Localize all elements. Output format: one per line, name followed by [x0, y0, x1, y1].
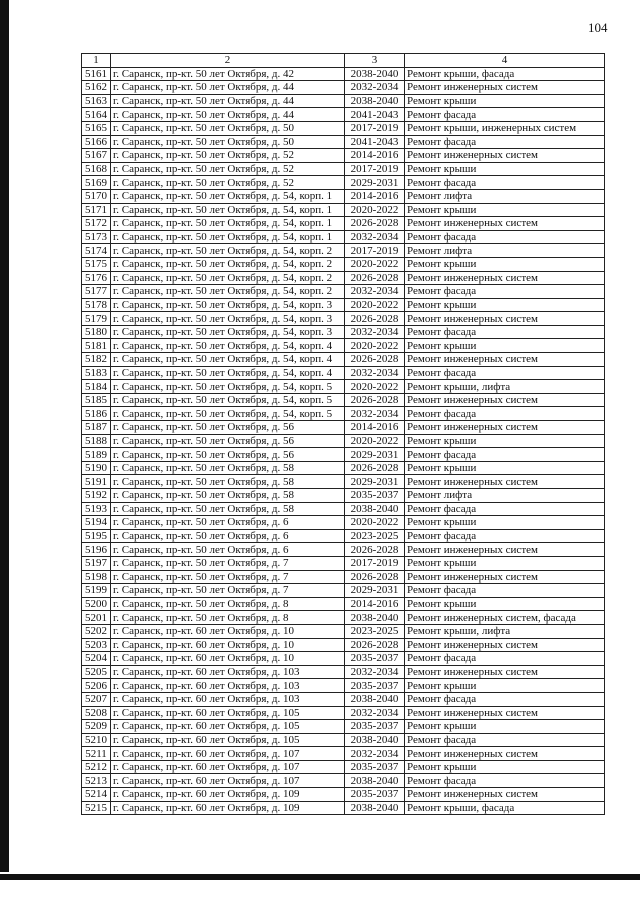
repair-period-cell: 2035-2037: [345, 760, 405, 774]
row-number-cell: 5175: [82, 257, 111, 271]
row-number-cell: 5197: [82, 556, 111, 570]
work-type-cell: Ремонт фасада: [405, 652, 605, 666]
address-cell: г. Саранск, пр-кт. 50 лет Октября, д. 58: [111, 502, 345, 516]
address-cell: г. Саранск, пр-кт. 50 лет Октября, д. 50: [111, 135, 345, 149]
row-number-cell: 5198: [82, 570, 111, 584]
repair-period-cell: 2026-2028: [345, 638, 405, 652]
row-number-cell: 5185: [82, 393, 111, 407]
scan-bottom-edge: [0, 874, 640, 880]
work-type-cell: Ремонт крыши: [405, 339, 605, 353]
row-number-cell: 5162: [82, 81, 111, 95]
work-type-cell: Ремонт инженерных систем: [405, 543, 605, 557]
row-number-cell: 5164: [82, 108, 111, 122]
address-cell: г. Саранск, пр-кт. 50 лет Октября, д. 54, корп. 5: [111, 393, 345, 407]
work-type-cell: Ремонт инженерных систем: [405, 149, 605, 163]
row-number-cell: 5182: [82, 353, 111, 367]
row-number-cell: 5171: [82, 203, 111, 217]
table-row: [82, 189, 605, 203]
repair-period-cell: 2041-2043: [345, 108, 405, 122]
address-cell: г. Саранск, пр-кт. 50 лет Октября, д. 54, корп. 4: [111, 366, 345, 380]
address-cell: г. Саранск, пр-кт. 50 лет Октября, д. 54, корп. 4: [111, 339, 345, 353]
address-cell: г. Саранск, пр-кт. 50 лет Октября, д. 54, корп. 1: [111, 189, 345, 203]
repair-period-cell: 2026-2028: [345, 543, 405, 557]
table-row: [82, 108, 605, 122]
address-cell: г. Саранск, пр-кт. 60 лет Октября, д. 107: [111, 760, 345, 774]
table-header: [82, 54, 605, 68]
work-type-cell: Ремонт инженерных систем: [405, 788, 605, 802]
address-cell: г. Саранск, пр-кт. 50 лет Октября, д. 7: [111, 584, 345, 598]
work-type-cell: Ремонт крыши: [405, 556, 605, 570]
work-type-cell: Ремонт крыши: [405, 679, 605, 693]
work-type-cell: Ремонт крыши, фасада: [405, 801, 605, 815]
work-type-cell: Ремонт инженерных систем: [405, 81, 605, 95]
work-type-cell: Ремонт фасада: [405, 502, 605, 516]
address-cell: г. Саранск, пр-кт. 50 лет Октября, д. 50: [111, 121, 345, 135]
repair-period-cell: 2026-2028: [345, 570, 405, 584]
address-cell: г. Саранск, пр-кт. 60 лет Октября, д. 109: [111, 801, 345, 815]
work-type-cell: Ремонт крыши: [405, 760, 605, 774]
table-row: [82, 733, 605, 747]
work-type-cell: Ремонт инженерных систем: [405, 475, 605, 489]
work-type-cell: Ремонт лифта: [405, 489, 605, 503]
table-row: [82, 570, 605, 584]
work-type-cell: Ремонт крыши, инженерных систем: [405, 121, 605, 135]
table-row: [82, 81, 605, 95]
table-row: [82, 720, 605, 734]
address-cell: г. Саранск, пр-кт. 50 лет Октября, д. 56: [111, 448, 345, 462]
row-number-cell: 5194: [82, 516, 111, 530]
repair-period-cell: 2029-2031: [345, 475, 405, 489]
repair-period-cell: 2038-2040: [345, 801, 405, 815]
address-cell: г. Саранск, пр-кт. 50 лет Октября, д. 58: [111, 489, 345, 503]
address-cell: г. Саранск, пр-кт. 50 лет Октября, д. 6: [111, 543, 345, 557]
row-number-cell: 5186: [82, 407, 111, 421]
row-number-cell: 5191: [82, 475, 111, 489]
scan-left-edge: [0, 0, 9, 872]
table-row: [82, 407, 605, 421]
work-type-cell: Ремонт фасада: [405, 366, 605, 380]
column-header-work-type: 4: [405, 54, 605, 68]
table-row: [82, 285, 605, 299]
work-type-cell: Ремонт фасада: [405, 176, 605, 190]
address-cell: г. Саранск, пр-кт. 60 лет Октября, д. 103: [111, 665, 345, 679]
repair-period-cell: 2014-2016: [345, 149, 405, 163]
table-row: [82, 162, 605, 176]
table-row: [82, 230, 605, 244]
table-row: [82, 556, 605, 570]
work-type-cell: Ремонт фасада: [405, 135, 605, 149]
work-type-cell: Ремонт фасада: [405, 529, 605, 543]
work-type-cell: Ремонт инженерных систем: [405, 747, 605, 761]
table-row: [82, 774, 605, 788]
address-cell: г. Саранск, пр-кт. 60 лет Октября, д. 103: [111, 692, 345, 706]
work-type-cell: Ремонт фасада: [405, 448, 605, 462]
address-cell: г. Саранск, пр-кт. 50 лет Октября, д. 54, корп. 2: [111, 271, 345, 285]
row-number-cell: 5202: [82, 624, 111, 638]
address-cell: г. Саранск, пр-кт. 60 лет Октября, д. 10: [111, 638, 345, 652]
row-number-cell: 5204: [82, 652, 111, 666]
repair-period-cell: 2032-2034: [345, 366, 405, 380]
address-cell: г. Саранск, пр-кт. 50 лет Октября, д. 58: [111, 475, 345, 489]
repair-period-cell: 2020-2022: [345, 434, 405, 448]
work-type-cell: Ремонт фасада: [405, 733, 605, 747]
table-row: [82, 461, 605, 475]
row-number-cell: 5205: [82, 665, 111, 679]
repair-period-cell: 2026-2028: [345, 353, 405, 367]
work-type-cell: Ремонт крыши: [405, 94, 605, 108]
repair-period-cell: 2035-2037: [345, 788, 405, 802]
work-type-cell: Ремонт инженерных систем: [405, 638, 605, 652]
table-row: [82, 692, 605, 706]
address-cell: г. Саранск, пр-кт. 60 лет Октября, д. 105: [111, 720, 345, 734]
table-row: [82, 393, 605, 407]
address-cell: г. Саранск, пр-кт. 50 лет Октября, д. 44: [111, 108, 345, 122]
work-type-cell: Ремонт фасада: [405, 325, 605, 339]
row-number-cell: 5165: [82, 121, 111, 135]
repair-period-cell: 2038-2040: [345, 502, 405, 516]
address-cell: г. Саранск, пр-кт. 50 лет Октября, д. 54, корп. 4: [111, 353, 345, 367]
row-number-cell: 5215: [82, 801, 111, 815]
table-row: [82, 529, 605, 543]
repair-period-cell: 2032-2034: [345, 747, 405, 761]
row-number-cell: 5167: [82, 149, 111, 163]
row-number-cell: 5201: [82, 611, 111, 625]
address-cell: г. Саранск, пр-кт. 50 лет Октября, д. 8: [111, 597, 345, 611]
work-type-cell: Ремонт крыши: [405, 203, 605, 217]
repair-period-cell: 2032-2034: [345, 285, 405, 299]
column-header-number: 1: [82, 54, 111, 68]
row-number-cell: 5174: [82, 244, 111, 258]
repair-period-cell: 2032-2034: [345, 665, 405, 679]
address-cell: г. Саранск, пр-кт. 50 лет Октября, д. 54, корп. 1: [111, 217, 345, 231]
table-row: [82, 339, 605, 353]
header-row: [82, 54, 605, 68]
repair-period-cell: 2023-2025: [345, 624, 405, 638]
table-row: [82, 638, 605, 652]
repair-period-cell: 2026-2028: [345, 312, 405, 326]
repair-period-cell: 2038-2040: [345, 611, 405, 625]
repair-period-cell: 2026-2028: [345, 393, 405, 407]
address-cell: г. Саранск, пр-кт. 50 лет Октября, д. 54, корп. 2: [111, 257, 345, 271]
work-type-cell: Ремонт инженерных систем: [405, 271, 605, 285]
repair-period-cell: 2038-2040: [345, 733, 405, 747]
row-number-cell: 5195: [82, 529, 111, 543]
row-number-cell: 5196: [82, 543, 111, 557]
table-row: [82, 516, 605, 530]
table-row: [82, 665, 605, 679]
work-type-cell: Ремонт крыши: [405, 720, 605, 734]
work-type-cell: Ремонт фасада: [405, 230, 605, 244]
table-row: [82, 149, 605, 163]
column-header-address: 2: [111, 54, 345, 68]
row-number-cell: 5209: [82, 720, 111, 734]
repair-period-cell: 2029-2031: [345, 584, 405, 598]
repair-period-cell: 2035-2037: [345, 720, 405, 734]
address-cell: г. Саранск, пр-кт. 50 лет Октября, д. 7: [111, 570, 345, 584]
work-type-cell: Ремонт фасада: [405, 108, 605, 122]
row-number-cell: 5214: [82, 788, 111, 802]
work-type-cell: Ремонт инженерных систем: [405, 312, 605, 326]
work-type-cell: Ремонт инженерных систем: [405, 706, 605, 720]
repair-period-cell: 2032-2034: [345, 230, 405, 244]
repair-period-cell: 2035-2037: [345, 489, 405, 503]
table-row: [82, 325, 605, 339]
repair-period-cell: 2032-2034: [345, 706, 405, 720]
table-row: [82, 380, 605, 394]
repair-period-cell: 2035-2037: [345, 652, 405, 666]
row-number-cell: 5210: [82, 733, 111, 747]
table-row: [82, 788, 605, 802]
table-row: [82, 760, 605, 774]
address-cell: г. Саранск, пр-кт. 50 лет Октября, д. 52: [111, 162, 345, 176]
address-cell: г. Саранск, пр-кт. 50 лет Октября, д. 8: [111, 611, 345, 625]
table-row: [82, 597, 605, 611]
table-row: [82, 67, 605, 81]
row-number-cell: 5190: [82, 461, 111, 475]
row-number-cell: 5206: [82, 679, 111, 693]
table-row: [82, 502, 605, 516]
table-row: [82, 801, 605, 815]
repair-period-cell: 2020-2022: [345, 339, 405, 353]
row-number-cell: 5213: [82, 774, 111, 788]
repair-period-cell: 2020-2022: [345, 380, 405, 394]
repair-period-cell: 2014-2016: [345, 421, 405, 435]
work-type-cell: Ремонт инженерных систем: [405, 570, 605, 584]
table-row: [82, 448, 605, 462]
row-number-cell: 5183: [82, 366, 111, 380]
repair-period-cell: 2041-2043: [345, 135, 405, 149]
row-number-cell: 5172: [82, 217, 111, 231]
table-row: [82, 489, 605, 503]
table-row: [82, 434, 605, 448]
address-cell: г. Саранск, пр-кт. 50 лет Октября, д. 56: [111, 434, 345, 448]
row-number-cell: 5173: [82, 230, 111, 244]
address-cell: г. Саранск, пр-кт. 50 лет Октября, д. 56: [111, 421, 345, 435]
row-number-cell: 5193: [82, 502, 111, 516]
repair-schedule-table: [81, 53, 605, 815]
table-body: [82, 67, 605, 815]
table-row: [82, 679, 605, 693]
row-number-cell: 5177: [82, 285, 111, 299]
work-type-cell: Ремонт крыши, лифта: [405, 624, 605, 638]
repair-period-cell: 2020-2022: [345, 516, 405, 530]
address-cell: г. Саранск, пр-кт. 50 лет Октября, д. 44: [111, 94, 345, 108]
row-number-cell: 5212: [82, 760, 111, 774]
repair-period-cell: 2032-2034: [345, 81, 405, 95]
repair-period-cell: 2020-2022: [345, 298, 405, 312]
repair-period-cell: 2017-2019: [345, 556, 405, 570]
repair-period-cell: 2026-2028: [345, 271, 405, 285]
work-type-cell: Ремонт крыши, фасада: [405, 67, 605, 81]
repair-period-cell: 2014-2016: [345, 189, 405, 203]
table-row: [82, 312, 605, 326]
row-number-cell: 5161: [82, 67, 111, 81]
work-type-cell: Ремонт крыши: [405, 516, 605, 530]
work-type-cell: Ремонт инженерных систем: [405, 665, 605, 679]
address-cell: г. Саранск, пр-кт. 50 лет Октября, д. 7: [111, 556, 345, 570]
work-type-cell: Ремонт инженерных систем: [405, 217, 605, 231]
table-row: [82, 244, 605, 258]
work-type-cell: Ремонт фасада: [405, 692, 605, 706]
row-number-cell: 5192: [82, 489, 111, 503]
table-row: [82, 543, 605, 557]
repair-period-cell: 2035-2037: [345, 679, 405, 693]
row-number-cell: 5180: [82, 325, 111, 339]
work-type-cell: Ремонт фасада: [405, 407, 605, 421]
table-row: [82, 257, 605, 271]
table-row: [82, 176, 605, 190]
table-row: [82, 121, 605, 135]
row-number-cell: 5188: [82, 434, 111, 448]
address-cell: г. Саранск, пр-кт. 50 лет Октября, д. 44: [111, 81, 345, 95]
repair-period-cell: 2017-2019: [345, 121, 405, 135]
work-type-cell: Ремонт крыши: [405, 434, 605, 448]
repair-period-cell: 2026-2028: [345, 461, 405, 475]
address-cell: г. Саранск, пр-кт. 60 лет Октября, д. 105: [111, 733, 345, 747]
work-type-cell: Ремонт инженерных систем, фасада: [405, 611, 605, 625]
repair-period-cell: 2017-2019: [345, 162, 405, 176]
row-number-cell: 5189: [82, 448, 111, 462]
address-cell: г. Саранск, пр-кт. 60 лет Октября, д. 109: [111, 788, 345, 802]
address-cell: г. Саранск, пр-кт. 60 лет Октября, д. 10: [111, 652, 345, 666]
work-type-cell: Ремонт инженерных систем: [405, 393, 605, 407]
address-cell: г. Саранск, пр-кт. 50 лет Октября, д. 54, корп. 3: [111, 298, 345, 312]
address-cell: г. Саранск, пр-кт. 50 лет Октября, д. 54, корп. 2: [111, 285, 345, 299]
address-cell: г. Саранск, пр-кт. 50 лет Октября, д. 42: [111, 67, 345, 81]
repair-period-cell: 2029-2031: [345, 448, 405, 462]
repair-period-cell: 2032-2034: [345, 407, 405, 421]
page-number: 104: [588, 20, 608, 35]
column-header-period: 3: [345, 54, 405, 68]
address-cell: г. Саранск, пр-кт. 50 лет Октября, д. 54, корп. 2: [111, 244, 345, 258]
address-cell: г. Саранск, пр-кт. 60 лет Октября, д. 107: [111, 774, 345, 788]
repair-period-cell: 2026-2028: [345, 217, 405, 231]
address-cell: г. Саранск, пр-кт. 50 лет Октября, д. 6: [111, 529, 345, 543]
row-number-cell: 5203: [82, 638, 111, 652]
row-number-cell: 5166: [82, 135, 111, 149]
work-type-cell: Ремонт крыши: [405, 461, 605, 475]
row-number-cell: 5184: [82, 380, 111, 394]
work-type-cell: Ремонт крыши: [405, 162, 605, 176]
table-row: [82, 217, 605, 231]
table-row: [82, 366, 605, 380]
row-number-cell: 5207: [82, 692, 111, 706]
work-type-cell: Ремонт лифта: [405, 189, 605, 203]
row-number-cell: 5178: [82, 298, 111, 312]
repair-period-cell: 2038-2040: [345, 67, 405, 81]
work-type-cell: Ремонт фасада: [405, 285, 605, 299]
work-type-cell: Ремонт крыши, лифта: [405, 380, 605, 394]
work-type-cell: Ремонт инженерных систем: [405, 353, 605, 367]
row-number-cell: 5169: [82, 176, 111, 190]
table-row: [82, 94, 605, 108]
row-number-cell: 5187: [82, 421, 111, 435]
address-cell: г. Саранск, пр-кт. 50 лет Октября, д. 54, корп. 1: [111, 230, 345, 244]
address-cell: г. Саранск, пр-кт. 50 лет Октября, д. 52: [111, 149, 345, 163]
table-row: [82, 747, 605, 761]
address-cell: г. Саранск, пр-кт. 50 лет Октября, д. 54, корп. 1: [111, 203, 345, 217]
table-row: [82, 298, 605, 312]
table-row: [82, 475, 605, 489]
row-number-cell: 5170: [82, 189, 111, 203]
row-number-cell: 5181: [82, 339, 111, 353]
table-row: [82, 135, 605, 149]
repair-period-cell: 2020-2022: [345, 203, 405, 217]
work-type-cell: Ремонт фасада: [405, 774, 605, 788]
table-row: [82, 652, 605, 666]
work-type-cell: Ремонт крыши: [405, 257, 605, 271]
repair-period-cell: 2038-2040: [345, 94, 405, 108]
table-row: [82, 421, 605, 435]
address-cell: г. Саранск, пр-кт. 60 лет Октября, д. 10: [111, 624, 345, 638]
repair-period-cell: 2038-2040: [345, 774, 405, 788]
address-cell: г. Саранск, пр-кт. 50 лет Октября, д. 54, корп. 5: [111, 407, 345, 421]
address-cell: г. Саранск, пр-кт. 60 лет Октября, д. 103: [111, 679, 345, 693]
row-number-cell: 5163: [82, 94, 111, 108]
repair-period-cell: 2038-2040: [345, 692, 405, 706]
repair-period-cell: 2014-2016: [345, 597, 405, 611]
repair-period-cell: 2020-2022: [345, 257, 405, 271]
row-number-cell: 5168: [82, 162, 111, 176]
work-type-cell: Ремонт крыши: [405, 298, 605, 312]
address-cell: г. Саранск, пр-кт. 50 лет Октября, д. 54, корп. 3: [111, 325, 345, 339]
table-row: [82, 203, 605, 217]
address-cell: г. Саранск, пр-кт. 50 лет Октября, д. 54, корп. 3: [111, 312, 345, 326]
work-type-cell: Ремонт крыши: [405, 597, 605, 611]
address-cell: г. Саранск, пр-кт. 50 лет Октября, д. 58: [111, 461, 345, 475]
repair-period-cell: 2032-2034: [345, 325, 405, 339]
row-number-cell: 5179: [82, 312, 111, 326]
table-row: [82, 353, 605, 367]
address-cell: г. Саранск, пр-кт. 60 лет Октября, д. 107: [111, 747, 345, 761]
work-type-cell: Ремонт фасада: [405, 584, 605, 598]
table-row: [82, 706, 605, 720]
row-number-cell: 5199: [82, 584, 111, 598]
repair-period-cell: 2029-2031: [345, 176, 405, 190]
address-cell: г. Саранск, пр-кт. 50 лет Октября, д. 6: [111, 516, 345, 530]
row-number-cell: 5211: [82, 747, 111, 761]
repair-period-cell: 2017-2019: [345, 244, 405, 258]
row-number-cell: 5200: [82, 597, 111, 611]
table-row: [82, 624, 605, 638]
address-cell: г. Саранск, пр-кт. 50 лет Октября, д. 54, корп. 5: [111, 380, 345, 394]
table-row: [82, 611, 605, 625]
row-number-cell: 5176: [82, 271, 111, 285]
work-type-cell: Ремонт лифта: [405, 244, 605, 258]
work-type-cell: Ремонт инженерных систем: [405, 421, 605, 435]
repair-period-cell: 2023-2025: [345, 529, 405, 543]
row-number-cell: 5208: [82, 706, 111, 720]
table-row: [82, 271, 605, 285]
address-cell: г. Саранск, пр-кт. 50 лет Октября, д. 52: [111, 176, 345, 190]
table-row: [82, 584, 605, 598]
address-cell: г. Саранск, пр-кт. 60 лет Октября, д. 105: [111, 706, 345, 720]
